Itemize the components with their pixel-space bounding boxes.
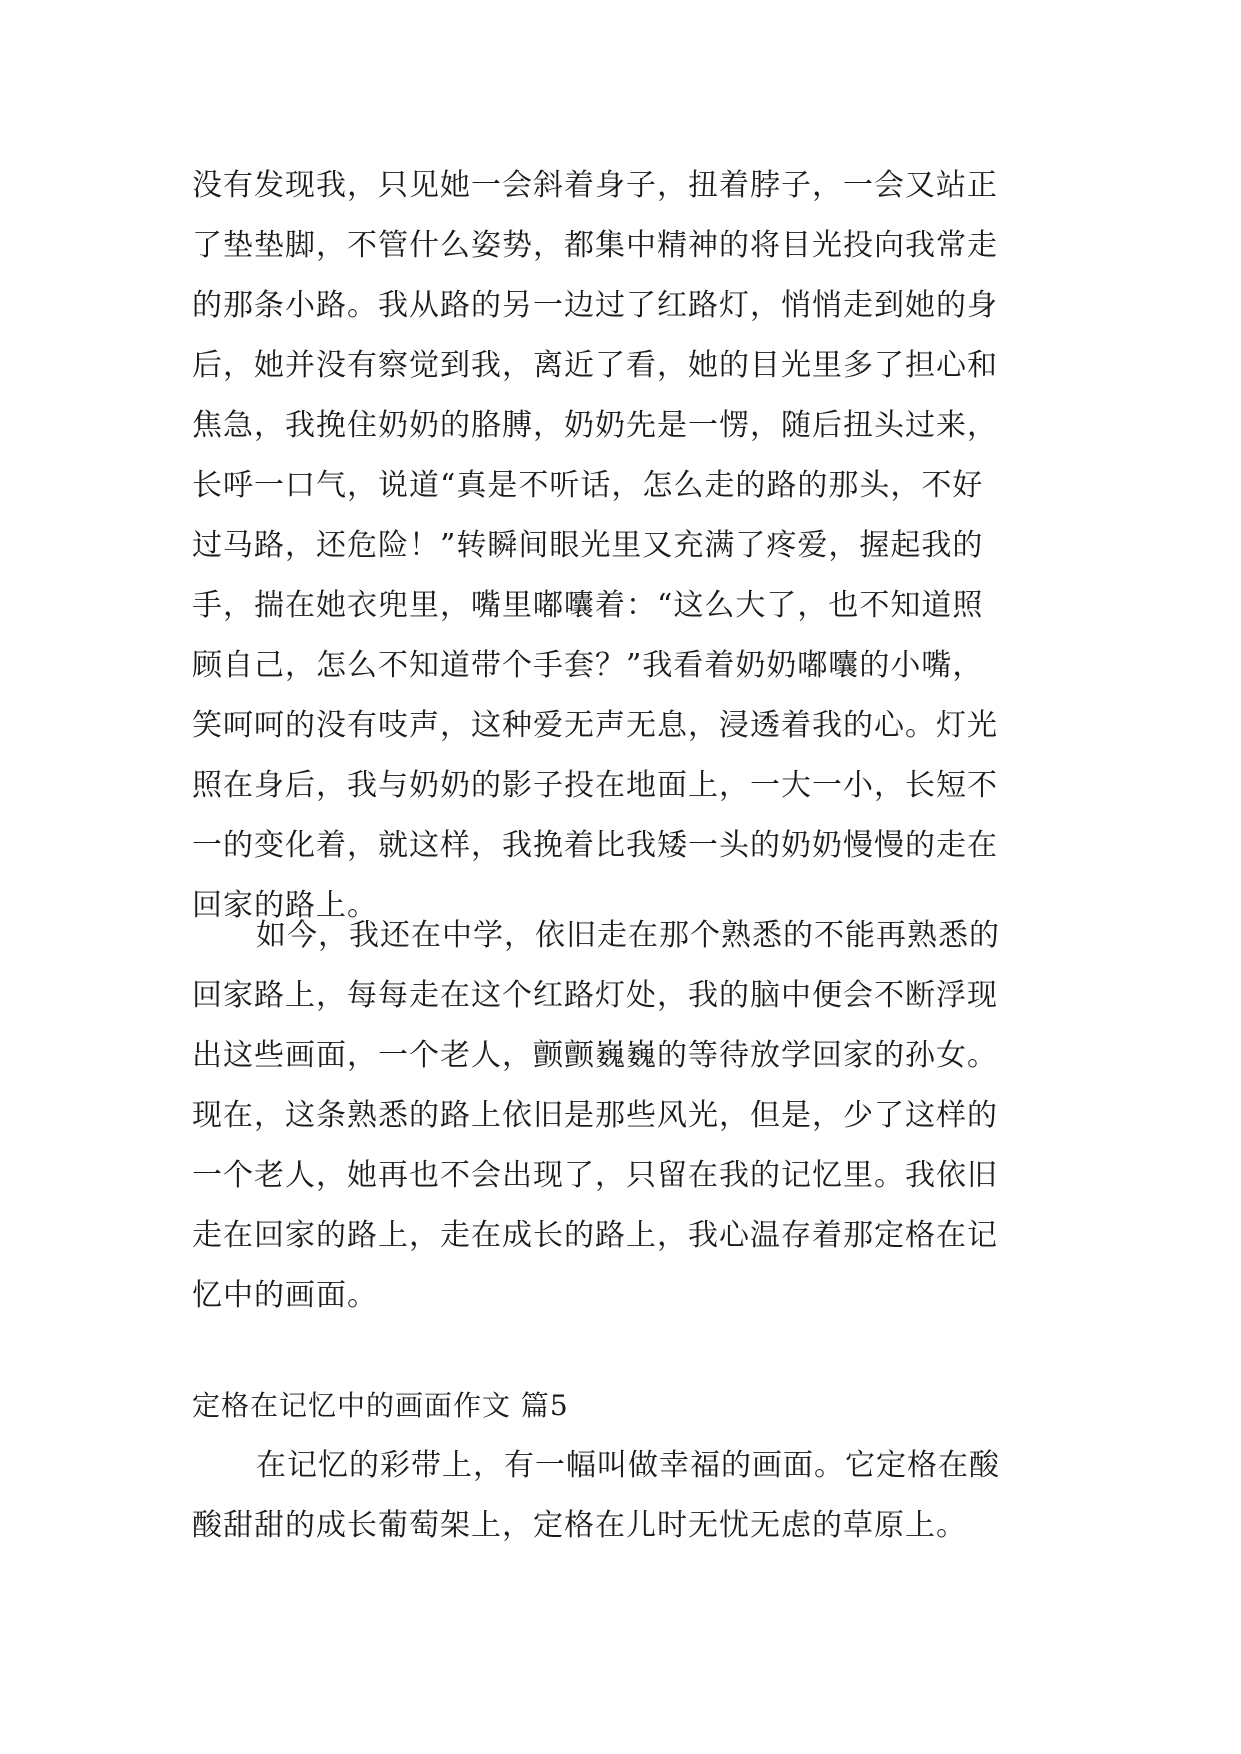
- text-line: 照在身后，我与奶奶的影子投在地面上，一大一小，长短不: [192, 768, 998, 803]
- paragraph: [192, 1436, 1062, 1556]
- text-line: 忆中的画面。: [192, 1278, 378, 1313]
- text-line: 一个老人，她再也不会出现了，只留在我的记忆里。我依旧: [192, 1158, 998, 1193]
- paragraph-continued: [192, 156, 1062, 936]
- text-line: 回家路上，每每走在这个红路灯处，我的脑中便会不断浮现: [192, 978, 998, 1013]
- text-line: 后，她并没有察觉到我，离近了看，她的目光里多了担心和: [192, 348, 998, 383]
- text-line: 现在，这条熟悉的路上依旧是那些风光，但是，少了这样的: [192, 1098, 998, 1133]
- text-line: 笑呵呵的没有吱声，这种爱无声无息，浸透着我的心。灯光: [192, 708, 998, 743]
- text-line-first: 在记忆的彩带上，有一幅叫做幸福的画面。它定格在酸: [256, 1448, 1000, 1483]
- text-line: 一的变化着，就这样，我挽着比我矮一头的奶奶慢慢的走在: [192, 828, 998, 863]
- text-line: 走在回家的路上，走在成长的路上，我心温存着那定格在记: [192, 1218, 998, 1253]
- text-line: 没有发现我，只见她一会斜着身子，扭着脖子，一会又站正: [192, 168, 998, 203]
- text-line: 回家的路上。: [192, 888, 378, 923]
- paragraph: [192, 906, 1062, 1326]
- heading-text: 定格在记忆中的画面作文 篇5: [192, 1389, 569, 1422]
- text-line: 的那条小路。我从路的另一边过了红路灯，悄悄走到她的身: [192, 288, 998, 323]
- text-line: 长呼一口气，说道“真是不听话，怎么走的路的那头，不好: [192, 468, 984, 503]
- section-heading: [192, 1376, 1062, 1436]
- text-line: 出这些画面，一个老人，颤颤巍巍的等待放学回家的孙女。: [192, 1038, 998, 1073]
- text-line: 焦急，我挽住奶奶的胳膊，奶奶先是一愣，随后扭头过来，: [192, 408, 998, 443]
- text-line: 顾自己，怎么不知道带个手套？”我看着奶奶嘟囔的小嘴，: [192, 648, 984, 683]
- text-line: 了垫垫脚，不管什么姿势，都集中精神的将目光投向我常走: [192, 228, 998, 263]
- text-line-first: 如今，我还在中学，依旧走在那个熟悉的不能再熟悉的: [256, 918, 1000, 953]
- text-line: 手，揣在她衣兜里，嘴里嘟囔着：“这么大了，也不知道照: [192, 588, 984, 623]
- text-line: 过马路，还危险！”转瞬间眼光里又充满了疼爱，握起我的: [192, 528, 984, 563]
- text-line: 酸甜甜的成长葡萄架上，定格在儿时无忧无虑的草原上。: [192, 1508, 967, 1543]
